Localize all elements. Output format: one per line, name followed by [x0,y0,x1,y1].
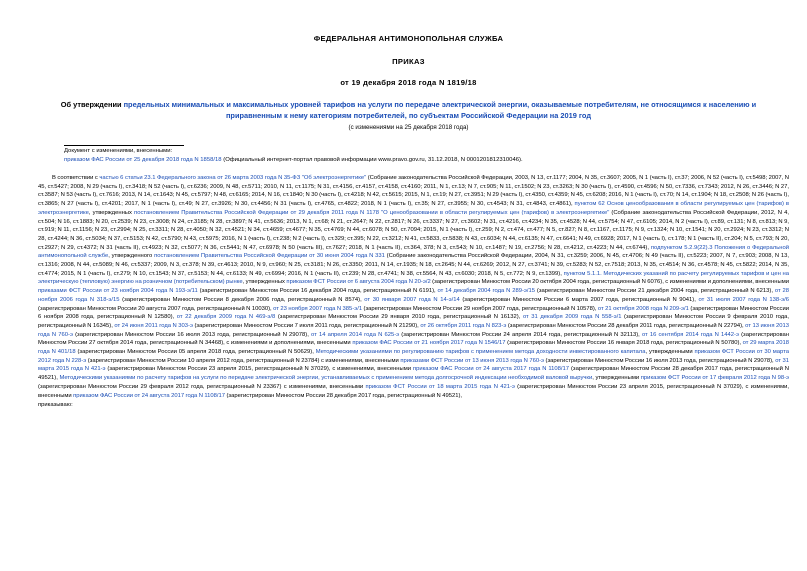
body-text: (Собрание законодательства Российской Федерации, 2012, N 4, ст.504; N 16, ст.1883; N 20, ст.2539; N 23, ст.3008; N 24, ст.3185; N 28, ст.3897; N 41, ст.5636; 2013, N 1, ст.68; N 21, ст.2647; N 22, ст.2817; N 26, ст.3337; N 27, ст.3602; N 31, ст.4216, ст.4234; N 35, ст.4528; N 44, ст.5754; N 47, ст.6105; 2014, N 2 (часть I), ст.89, ст.131; N 8, ст.813; N 9, ст.919; N 11, ст.1156; N 23, ст.2994; N 25, ст.3311; N 28, ст.4050; N 32, ст.4521; N 34, ст.4659; ст.4677; N 35, ст.4769; N 44, ст.6078; N 50, ст.7094; 2015, N 1 (часть I), ст.259; N 2, ст.474, ст.477; N 5, ст.827; N 8, ст.1167, ст.1175; N 9, ст.1324; N 10, ст.1541; N 20, ст.2924; N 23, ст.3312; N 28, ст.4244; N 36, ст.5034; N 37, ст.5153; N 42, ст.5790; N 43, ст.5975; 2016, N 1 (часть I), ст.238; N 2 (часть I), ст.329; ст.395; N 22, ст.3212; N 41, ст.5833, ст.5838; N 43, ст.6034; N 44, ст.6135; N 47, ст.6641; N 49, ст.6928; 2017, N 1 (часть I), ст.178; N 1 (часть II), ст.204; N 5, ст.793; N 20, ст.2927; N 29, ст.4372; N 31 (часть II), ст.4923; N 32, ст.5077; N 36, ст.5441; N 47, ст.6978; N 50 (часть III), ст.7627; 2018, N 1 (часть II), ст.364, 378; N 3, ст.543; N 10, ст.1487; N 19, ст.2756; N 28, ст.4212, ст.4223; N 44, ст.6744), [38,209,789,251]
title-prefix: Об утверждении [60,100,124,109]
law-link[interactable]: от 31 декабря 2009 года N 558-э/1 [522,314,622,321]
law-link[interactable]: от 31 марта 2015 года N 421-э [38,357,789,373]
body-text: (зарегистрирован Минюстом России 23 апреля 2015, регистрационный N 37029), с изменениями, внесенными [38,383,789,399]
body-text: (зарегистрирован Минюстом России 28 декабря 2017 года, регистрационный N 49521), [225,392,463,399]
body-text: (зарегистрирован Минюстом России 28 декабря 2011 года, регистрационный N 22794), [506,322,746,329]
body-text: , утвержденных [242,279,287,286]
body-text: (зарегистрирован Минюстом России 20 августа 2007 года, регистрационный N 10030), [38,305,274,312]
body-text: (зарегистрирован Минюстом России 16 июля 2013 года, регистрационный N 29078), [544,357,776,364]
law-link[interactable]: Методическими указаниями по расчету тарифов на услуги по передаче электрической энергии, устанавливаемых с применением метода долгосрочной индексации необходимой валовой выручки [59,375,593,382]
law-link[interactable]: от 30 января 2007 года N 14-э/14 [364,296,460,303]
body-text: (зарегистрирован Минюстом России 16 июля 2013 года, регистрационный N 29078), [72,331,312,338]
law-link[interactable]: Методическими указаниями по регулированию тарифов с применением метода доходности инвестированного капитала [315,349,646,356]
body-text: (зарегистрирован Минюстом России 27 октября 2014 года, регистрационный N 34468), с изменениями и дополнениями, внесенными [38,331,789,347]
amendments-block [64,147,793,165]
law-link[interactable]: от 21 октября 2008 года N 209-э/1 [597,305,689,312]
law-link[interactable]: от 26 октября 2011 года N 823-э [420,322,507,329]
agency-name: ФЕДЕРАЛЬНАЯ АНТИМОНОПОЛЬНАЯ СЛУЖБА [313,34,504,43]
body-text: (зарегистрирован Минюстом России 8 декабря 2006 года, регистрационный N 8574), [119,296,365,303]
body-text: (зарегистрирован Минюстом России 16 декабря 2004 года, регистрационный N 6191), [197,288,438,295]
law-link[interactable]: приказом ФАС России от 21 ноября 2017 года N 1546/17 [352,340,506,347]
law-link[interactable]: постановлением Правительства Российской Федерации от 29 декабря 2011 года N 1178 "О ценообразовании в области регулируемых цен (тарифов) в электроэнергетике" [134,209,610,216]
body-text: (зарегистрирован Минюстом России 29 ноября 2007 года, регистрационный N 10578), [362,305,598,312]
preamble-paragraph [38,174,789,400]
order-word: приказываю: [38,402,73,409]
amendment-source: (Официальный интернет-портал правовой информации www.pravo.gov.ru, 31.12.2018, N 0001201812310046). [221,157,523,163]
law-link[interactable]: от 13 июня 2013 года N 760-э [38,322,789,338]
law-link[interactable]: от 23 ноября 2007 года N 385-э/1 [273,305,363,312]
body-text: , утвержденными [645,349,695,356]
doc-type: ПРИКАЗ [392,57,425,66]
document-body [24,174,793,410]
law-link[interactable]: от 31 июля 2007 года N 138-э/6 [698,296,789,303]
body-text: (зарегистрирован Минюстом России 6 ноября 2008 года, регистрационный N 12580), [38,305,790,321]
law-link[interactable]: подпунктом 5.2.9(22).3 Положения о Федеральной антимонопольной службе [38,244,790,260]
law-link[interactable]: от 22 декабря 2009 года N 469-э/8 [176,314,276,321]
law-link[interactable]: от 16 сентября 2014 года N 1442-э [641,331,739,338]
amendment-link[interactable]: приказом ФАС России от 25 декабря 2018 года N 1858/18 [64,157,222,163]
body-text: (зарегистрирован Минюстом России 16 января 2018 года, регистрационный N 50780), [505,340,743,347]
law-link[interactable]: от 14 апреля 2014 года N 625-э [311,331,400,338]
body-text: (зарегистрирован Минюстом России 9 февраля 2010 года, регистрационный N 16345), [38,314,790,329]
doc-title [24,99,793,121]
body-text: В соответствии с [52,175,100,181]
law-link[interactable]: приказами ФСТ России от 13 июня 2013 года N 760-э [400,357,545,364]
law-link[interactable]: пунктом 5.1.1. Методических указаний по расчету регулируемых тарифов и цен на электрическую (тепловую) энергию на розничном (потребительском) рынке [38,270,789,286]
body-text: (зарегистрирован Минюстом России 29 февраля 2012 года, регистрационный N 23367) с изменениями, внесенными [38,383,366,390]
body-text: (зарегистрирован Минюстом России 23 апреля 2015, регистрационный N 37029), с изменениями, внесенными [105,366,413,373]
body-text: , утвержденными [592,375,641,382]
body-text: (зарегистрирован Минюстом России 24 апреля 2014 года, регистрационный N 32113), [399,331,642,338]
body-text: (зарегистрирован Минюстом России 7 июля 2011 года, регистрационный N 21290), [192,322,421,329]
body-text: (Собрание законодательства Российской Федерации, 2003, N 13, ст.1177; 2004, N 35, ст.3607; 2005, N 1 (часть I), ст.37; 2006, N 52 (часть I), ст.5498; 2007, N 45, ст.5427; 2008, N 29 (часть I), ст.3418; N 52 (часть I), ст.6236; 2009, N 48, ст.5711; 2010, N 11, ст.1175; N 31, ст.4156, ст.4157, ст.4158, ст.4160; 2011, N 1, ст.13; N 7, ст.905; N 11, ст.1502; N 23, ст.3263; N 30 (часть I), ст.4590, ст.4596; N 50, ст.7336, ст.7343; 2012, N 26, ст.3446; N 27, ст.3587; N 53 (часть I), ст.7616; 2013, N 14, ст.1643; N 45, ст.5797; N 48, ст.6165; 2014, N 16, ст.1840; N 30 (часть I), ст.4218; N 42, ст.5615; 2015, N 1, ст.19; N 27, ст.3951; N 29 (часть I), ст.4350, ст.4359; N 45, ст.6208; 2016, N 1 (часть I), ст.70; N 14, ст.1904; N 18, ст.2508; N 26 (часть I), ст.3865; N 27 (часть I), ст.4201; 2017, N 1 (часть I), ст.49; N 27, ст.3926; N 30, ст.4456; N 31 (часть I), ст.4765, ст.4822; 2018, N 1 (часть I), ст.35; N 27, ст.3955; N 30, ст.4543; N 31, ст.4843, ст.4861), [38,175,789,208]
law-link[interactable]: от 29 марта 2018 года N 401/18 [38,340,789,356]
law-link[interactable]: от 28 ноября 2006 года N 318-э/15 [38,288,789,303]
law-link[interactable]: от 24 июня 2011 года N 303-э [114,322,193,329]
separator-line [64,145,184,146]
edits-note: (с изменениями на 25 декабря 2018 года) [348,124,469,131]
title-link[interactable]: предельных минимальных и максимальных уровней тарифов на услуги по передаче электрической энергии, оказываемые потребителям, не относящимся к населению и приравненным к нему категориям потребителей, по субъектам Российской Федерации на 2019 год [123,100,757,120]
law-link[interactable]: приказами ФСТ России от 23 ноября 2004 года N 193-э/11 [38,288,198,295]
body-text: (зарегистрирован Минюстом России 20 октября 2004 года, регистрационный N 6076), с изменениями и дополнениями, внесенными [430,279,789,286]
body-text: (зарегистрирован Минюстом России 05 апреля 2018 года, регистрационный N 50629), [75,349,316,356]
amendments-item [64,156,793,165]
body-text: (зарегистрирован Минюстом России 29 января 2010 года, регистрационный N 16132), [275,314,523,321]
doc-date-number: от 19 декабря 2018 года N 1819/18 [340,78,477,87]
law-link[interactable]: приказом ФСТ России от 18 марта 2015 года N 421-э [365,383,515,390]
law-link[interactable]: приказом ФСТ России от 6 августа 2004 года N 20-э/2 [286,279,431,286]
amendments-label: Документ с изменениями, внесенными: [64,148,173,154]
body-text: (зарегистрирован Минюстом России 21 декабря 2004 года, регистрационный N 6213), [535,288,775,295]
law-link[interactable]: приказом ФСТ России от 30 марта 2012 года N 228-э [38,349,789,364]
law-link[interactable]: приказом ФАС России от 24 августа 2017 года N 1108/17 [73,392,226,399]
law-link[interactable]: приказом ФАС России от 24 августа 2017 года N 1108/17 [412,366,570,373]
body-text: (зарегистрирован Минюстом России 6 марта 2007 года, регистрационный N 9041), [459,296,699,303]
law-link[interactable]: от 14 декабря 2004 года N 289-э/15 [437,288,536,295]
law-link[interactable]: частью 6 статьи 23.1 Федерального закона от 26 марта 2003 года N 35-ФЗ "Об электроэнергетике" [99,175,367,181]
body-text: (зарегистрирован Минюстом России 10 апреля 2012 года, регистрационный N 23784) с изменениями, внесенными [86,357,401,364]
law-link[interactable]: пунктом 62 Основ ценообразования в области регулируемых цен (тарифов) в электроэнергетике [38,201,789,216]
body-text: (зарегистрирован Минюстом России 28 декабря 2017 года, регистрационный N 49521), [38,366,789,382]
body-text: , утвержденных [88,209,135,216]
law-link[interactable]: приказом ФСТ России от 17 февраля 2012 года N 98-э [640,375,789,382]
law-link[interactable]: постановлением Правительства Российской Федерации от 30 июня 2004 года N 331 [154,253,385,260]
body-text: , утвержденного [108,253,155,260]
body-text: (Собрание законодательства Российской Федерации, 2004, N 31, ст.3259; 2006, N 45, ст.4706; N 49 (часть II), ст.5223; 2007, N 7, ст.903; 2008, N 13, ст.1316; 2008, N 44, ст.5089; N 46, ст.5337; 2009, N 3, ст.378; N 39, ст.4613; 2010, N 9, ст.960; N 25, ст.3181; N 26, ст.3350; 2011, N 14, ст.1935; N 18, ст.2645; N 44, ст.6269; 2012, N 27, ст.3741; N 39, ст.5283; N 52, ст.7518; 2013, N 35, ст.4514; N 36, ст.4578; N 45, ст.5822; 2014, N 35, ст.4774; 2015, N 1 (часть I), ст.279; N 10, ст.1543; N 37, ст.5153; N 44, ст.6133; N 49, ст.6994; 2016, N 1 (часть II), ст.239; N 28, ст.4741; N 38, ст.5564, N 43, ст.6030; 2018, N 5, ст.772; N 9, ст.1399), [38,253,790,277]
